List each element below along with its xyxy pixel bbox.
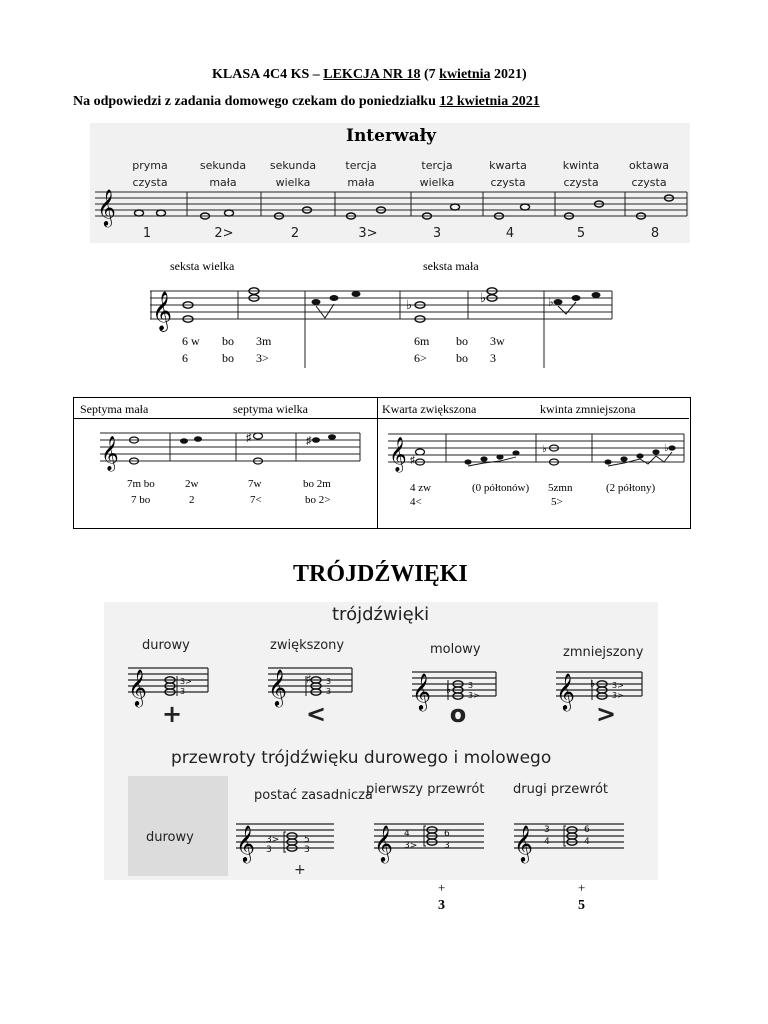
interval-symbol: 5 [576, 226, 586, 241]
svg-text:𝄞: 𝄞 [101, 436, 119, 471]
sixth-major-cell: 3> [256, 351, 269, 365]
svg-text:3>: 3> [612, 681, 624, 690]
svg-text:6: 6 [584, 825, 590, 835]
triads-image-title: trójdźwięki [332, 604, 430, 625]
seventh-cell: 7 bo [131, 494, 151, 506]
tritone-cell: 5> [551, 496, 563, 508]
seventh-cell: 7m bo [127, 478, 155, 490]
interval-quality: czysta [490, 176, 526, 189]
svg-text:3: 3 [326, 677, 332, 686]
svg-text:♭: ♭ [590, 677, 596, 690]
sixth-major-label: seksta wielka [170, 259, 235, 273]
tritone-cell: 4< [410, 496, 422, 508]
triad-type-label: zwiększony [270, 638, 345, 653]
sevenths-staff [100, 430, 362, 471]
triad-type-label: durowy [142, 638, 190, 653]
triad-symbol: > [596, 700, 617, 728]
interval-quality: wielka [275, 176, 311, 189]
svg-text:♯: ♯ [306, 672, 312, 686]
inversion-label: postać zasadnicza [254, 788, 373, 803]
svg-text:♭: ♭ [542, 444, 547, 455]
intervals-title: Interwały [346, 126, 437, 146]
svg-text:4: 4 [584, 837, 590, 847]
inversion-label: pierwszy przewrót [366, 782, 485, 797]
svg-text:3>: 3> [612, 691, 624, 700]
interval-name: kwarta [489, 159, 527, 172]
svg-text:♭: ♭ [480, 290, 487, 305]
box-header-divider [73, 418, 689, 419]
sixths-staff [150, 286, 615, 368]
svg-text:3>: 3> [180, 677, 192, 686]
svg-text:𝄞: 𝄞 [514, 824, 533, 862]
seventh-cell: bo 2> [305, 494, 331, 506]
svg-text:♯: ♯ [246, 432, 252, 444]
sixth-major-cell: 3m [256, 334, 272, 348]
svg-text:♯: ♯ [306, 435, 312, 447]
sixth-major-cell: 6 w [182, 334, 200, 348]
interval-symbol: 3 [432, 226, 442, 241]
seventh-cell: 7w [248, 478, 262, 490]
triad-symbol: + [162, 700, 183, 728]
svg-text:3: 3 [468, 681, 474, 690]
svg-text:♭: ♭ [446, 683, 452, 696]
tritone-dim-label: kwinta zmniejszona [540, 402, 636, 416]
interval-name: tercja [421, 159, 453, 172]
svg-text:3: 3 [304, 845, 310, 855]
interval-name: kwinta [562, 159, 600, 172]
svg-text:𝄞: 𝄞 [374, 824, 393, 862]
triad-type-label: zmniejszony [563, 645, 644, 660]
svg-text:3: 3 [266, 845, 272, 855]
sixth-minor-cell: bo [456, 334, 468, 348]
inversions-staves [234, 812, 634, 862]
interval-name: sekunda [199, 159, 247, 172]
interval-quality: wielka [419, 176, 455, 189]
svg-text:3>: 3> [266, 835, 280, 845]
svg-text:3: 3 [180, 687, 186, 696]
svg-text:3: 3 [444, 841, 450, 851]
sixth-major-cell: 6 [182, 351, 188, 365]
seventh-cell: 7< [250, 494, 262, 506]
sixth-minor-label: seksta mała [423, 259, 479, 273]
svg-text:𝄞: 𝄞 [236, 824, 255, 862]
tritone-cell: (0 półtonów) [472, 482, 530, 494]
triad-symbol: < [306, 700, 327, 728]
homework-deadline: Na odpowiedzi z zadania domowego czekam do poniedziałku 12 kwietnia 2021 [73, 94, 540, 109]
sixth-minor-cell: 6> [414, 351, 427, 365]
svg-text:5: 5 [304, 835, 310, 845]
svg-text:♭: ♭ [548, 295, 554, 309]
svg-text:3>: 3> [468, 691, 480, 700]
sixth-minor-cell: 6m [414, 334, 430, 348]
svg-text:3: 3 [326, 687, 332, 696]
seventh-minor-label: Septyma mała [80, 402, 149, 416]
tritone-staff [388, 430, 686, 470]
interval-symbol: 3> [358, 226, 378, 241]
sixth-major-cell: bo [222, 351, 234, 365]
sixth-minor-cell: bo [456, 351, 468, 365]
interval-name: sekunda [269, 159, 317, 172]
sixth-minor-cell: 3w [490, 334, 505, 348]
svg-text:4: 4 [544, 837, 550, 847]
interval-quality: czysta [631, 176, 667, 189]
second-inversion-number: 5 [578, 898, 585, 913]
triad-type-label: molowy [430, 642, 481, 657]
interval-symbol: 2 [290, 226, 300, 241]
tritone-cell: (2 półtony) [606, 482, 656, 494]
svg-text:3>: 3> [404, 841, 418, 851]
tritone-aug-label: Kwarta zwiększona [382, 402, 477, 416]
row-label-bg [128, 776, 228, 876]
interval-name: tercja [345, 159, 377, 172]
svg-text:𝄞: 𝄞 [268, 668, 287, 706]
box-column-divider [377, 397, 378, 528]
intervals-staff [95, 188, 690, 228]
triad-symbol: o [449, 700, 467, 728]
svg-text:𝄞: 𝄞 [412, 672, 431, 710]
seventh-cell: bo 2m [303, 478, 331, 490]
sixth-minor-cell: 3 [490, 351, 496, 365]
svg-text:6: 6 [444, 829, 450, 839]
svg-text:𝄞: 𝄞 [97, 188, 116, 226]
interval-symbol: 2> [214, 226, 234, 241]
first-inversion-number: 3 [438, 898, 445, 913]
interval-name: pryma [132, 159, 168, 172]
triads-staves [120, 660, 650, 710]
inversions-title: przewroty trójdźwięku durowego i molowego [171, 748, 552, 768]
interval-symbol: 8 [650, 226, 660, 241]
svg-text:3: 3 [544, 825, 550, 835]
root-position-symbol: + [294, 862, 306, 878]
svg-text:𝄞: 𝄞 [128, 668, 147, 706]
svg-text:𝄞: 𝄞 [389, 437, 407, 472]
interval-symbol: 4 [505, 226, 515, 241]
svg-text:♭: ♭ [406, 297, 413, 312]
svg-text:♯: ♯ [410, 455, 415, 466]
sixth-major-cell: bo [222, 334, 234, 348]
seventh-cell: 2w [185, 478, 199, 490]
interval-symbol: 1 [142, 226, 152, 241]
interval-quality: mała [209, 176, 237, 189]
lesson-title: KLASA 4C4 KS – LEKCJA NR 18 (7 kwietnia 2021) [212, 67, 527, 82]
inversions-row-label: durowy [146, 830, 194, 845]
tritone-cell: 5zmn [548, 482, 573, 494]
first-inversion-symbol: + [438, 880, 446, 895]
svg-text:♭: ♭ [664, 443, 669, 454]
interval-quality: mała [347, 176, 375, 189]
svg-text:𝄞: 𝄞 [556, 672, 575, 710]
svg-text:4: 4 [404, 829, 410, 839]
seventh-cell: 2 [189, 494, 195, 506]
seventh-major-label: septyma wielka [233, 402, 308, 416]
interval-quality: czysta [563, 176, 599, 189]
inversion-label: drugi przewrót [513, 782, 608, 797]
tritone-cell: 4 zw [410, 482, 432, 494]
second-inversion-symbol: + [578, 880, 586, 895]
triads-heading: TRÓJDŹWIĘKI [293, 561, 468, 587]
interval-name: oktawa [629, 159, 669, 172]
svg-text:𝄞: 𝄞 [152, 291, 173, 331]
interval-quality: czysta [132, 176, 168, 189]
